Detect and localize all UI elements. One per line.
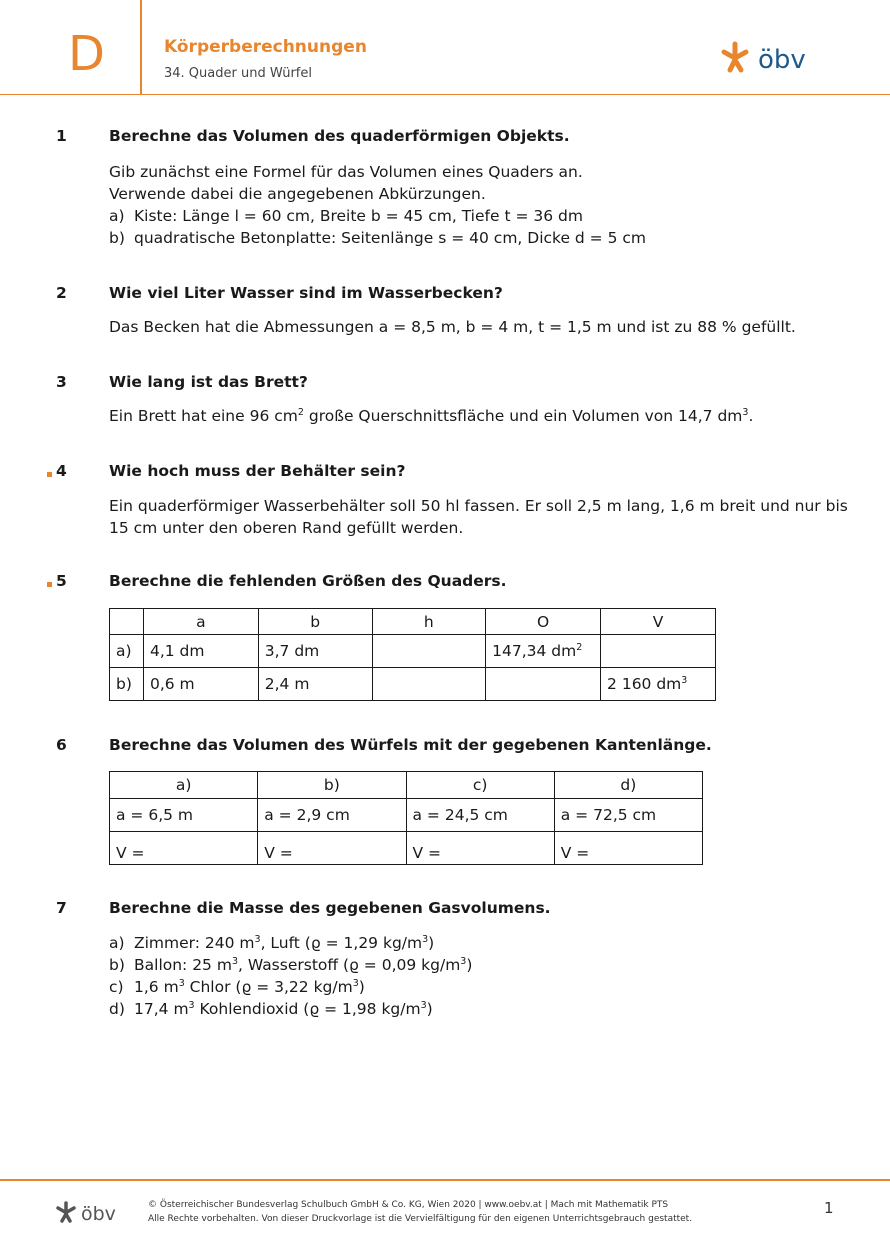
header-cell xyxy=(110,609,144,635)
list-item xyxy=(109,932,472,954)
text-part: Zimmer: 240 m xyxy=(134,934,255,952)
cell-v xyxy=(601,635,716,668)
chapter-title: Körperberechnungen xyxy=(164,37,367,57)
text-part: ) xyxy=(358,978,365,996)
text-part: 17,4 m xyxy=(134,1000,189,1018)
exponent: 3 xyxy=(231,956,238,967)
table-header-row xyxy=(110,772,703,799)
edge-cell: a = 2,9 cm xyxy=(258,799,406,832)
cell-b: 3,7 dm xyxy=(258,635,372,668)
task-number: 7 xyxy=(56,899,67,917)
item-text: Kiste: Länge l = 60 cm, Breite b = 45 cm, Tiefe t = 36 dm xyxy=(134,207,583,225)
value: 2 160 dm xyxy=(607,675,682,693)
edge-cell: a = 24,5 cm xyxy=(406,799,554,832)
task-question: Berechne das Volumen des Würfels mit der gegebenen Kantenlänge. xyxy=(109,736,712,754)
task-body xyxy=(109,316,796,338)
difficulty-marker xyxy=(47,582,52,587)
volume-cell: V = xyxy=(110,832,258,865)
cell-o xyxy=(486,668,601,701)
publisher-logo xyxy=(718,40,828,76)
cuboid-table xyxy=(109,608,716,701)
text-part: Kohlendioxid (ϱ = 1,98 kg/m xyxy=(194,1000,421,1018)
task-number: 2 xyxy=(56,284,67,302)
body-line: Das Becken hat die Abmessungen a = 8,5 m, b = 4 m, t = 1,5 m und ist zu 88 % gefüllt. xyxy=(109,318,796,336)
task-number: 3 xyxy=(56,373,67,391)
table-header-row xyxy=(110,609,716,635)
cell-v xyxy=(601,668,716,701)
asterisk-icon xyxy=(724,44,746,70)
logo-text: öbv xyxy=(81,1203,116,1224)
logo-text: öbv xyxy=(758,45,806,75)
list-item xyxy=(109,227,646,249)
copyright-line: Alle Rechte vorbehalten. Von dieser Druckvorlage ist die Vervielfältigung für den eigenen Unterrichtsgebrauch gestattet. xyxy=(148,1214,693,1224)
edge-cell: a = 6,5 m xyxy=(110,799,258,832)
exponent: 3 xyxy=(742,407,749,418)
task-question: Wie hoch muss der Behälter sein? xyxy=(109,462,406,480)
task-question: Wie viel Liter Wasser sind im Wasserbecken? xyxy=(109,284,503,302)
item-label: a) xyxy=(109,207,125,225)
header-cell: b) xyxy=(258,772,406,799)
cell-o xyxy=(486,635,601,668)
row-label: a) xyxy=(110,635,144,668)
list-item xyxy=(109,976,472,998)
task-number: 5 xyxy=(56,572,67,590)
item-label: a) xyxy=(109,934,125,952)
row-label: b) xyxy=(110,668,144,701)
page-number: 1 xyxy=(824,1199,834,1217)
cell-a: 0,6 m xyxy=(143,668,258,701)
item-label: b) xyxy=(109,956,125,974)
exponent: 3 xyxy=(352,978,359,989)
task-number: 4 xyxy=(56,462,67,480)
list-item xyxy=(109,205,646,227)
table-row xyxy=(110,635,716,668)
item-label: d) xyxy=(109,1000,125,1018)
task-question: Berechne die Masse des gegebenen Gasvolumens. xyxy=(109,899,551,917)
footer-logo xyxy=(55,1200,125,1224)
copyright-line: © Österreichischer Bundesverlag Schulbuch GmbH & Co. KG, Wien 2020 | www.oebv.at | Mach mit Mathematik PTS xyxy=(148,1200,669,1210)
text-part: Ballon: 25 m xyxy=(134,956,232,974)
exponent: 3 xyxy=(178,978,185,989)
text-part: Ein Brett hat eine 96 cm xyxy=(109,407,298,425)
list-item xyxy=(109,998,472,1020)
body-line xyxy=(109,405,753,427)
text-part: . xyxy=(748,407,754,425)
text-part: 1,6 m xyxy=(134,978,179,996)
exponent: 3 xyxy=(460,956,467,967)
cell-a: 4,1 dm xyxy=(143,635,258,668)
page-header xyxy=(0,0,890,95)
table-row xyxy=(110,832,703,865)
footer-divider xyxy=(0,1179,890,1181)
exponent: 3 xyxy=(188,1000,195,1011)
header-cell: a) xyxy=(110,772,258,799)
volume-cell: V = xyxy=(406,832,554,865)
cell-b: 2,4 m xyxy=(258,668,372,701)
header-cell: a xyxy=(143,609,258,635)
text-part: , Wasserstoff (ϱ = 0,09 kg/m xyxy=(238,956,461,974)
exponent: 3 xyxy=(254,934,261,945)
body-line: Gib zunächst eine Formel für das Volumen eines Quaders an. xyxy=(109,163,583,181)
task-question: Berechne das Volumen des quaderförmigen Objekts. xyxy=(109,127,570,145)
item-text: quadratische Betonplatte: Seitenlänge s = 40 cm, Dicke d = 5 cm xyxy=(134,229,647,247)
cell-h xyxy=(372,635,486,668)
table-row xyxy=(110,799,703,832)
header-cell: d) xyxy=(554,772,702,799)
text-part: Chlor (ϱ = 3,22 kg/m xyxy=(184,978,353,996)
copyright-notice xyxy=(148,1198,692,1226)
task-number: 6 xyxy=(56,736,67,754)
task-body xyxy=(109,932,472,1020)
item-label: b) xyxy=(109,229,125,247)
edge-cell: a = 72,5 cm xyxy=(554,799,702,832)
cube-table xyxy=(109,771,703,865)
chapter-letter: D xyxy=(68,26,105,82)
item-label: c) xyxy=(109,978,124,996)
header-cell: b xyxy=(258,609,372,635)
body-line: 15 cm unter den oberen Rand gefüllt werden. xyxy=(109,519,464,537)
text-part: ) xyxy=(466,956,473,974)
task-body xyxy=(109,161,646,249)
header-divider xyxy=(140,0,142,95)
cell-h xyxy=(372,668,486,701)
text-part: große Querschnittsfläche und ein Volumen von 14,7 dm xyxy=(303,407,743,425)
exponent: 2 xyxy=(297,407,304,418)
task-question: Wie lang ist das Brett? xyxy=(109,373,308,391)
task-number: 1 xyxy=(56,127,67,145)
header-cell: c) xyxy=(406,772,554,799)
body-line: Ein quaderförmiger Wasserbehälter soll 50 hl fassen. Er soll 2,5 m lang, 1,6 m breit und nur bis xyxy=(109,497,848,515)
volume-cell: V = xyxy=(554,832,702,865)
value: 147,34 dm xyxy=(492,642,577,660)
task-body xyxy=(109,495,848,539)
table-row xyxy=(110,668,716,701)
task-question: Berechne die fehlenden Größen des Quaders. xyxy=(109,572,507,590)
list-item xyxy=(109,954,472,976)
difficulty-marker xyxy=(47,472,52,477)
text-part: ) xyxy=(426,1000,433,1018)
section-subtitle: 34. Quader und Würfel xyxy=(164,66,312,81)
header-cell: V xyxy=(601,609,716,635)
text-part: ) xyxy=(428,934,435,952)
body-line: Verwende dabei die angegebenen Abkürzungen. xyxy=(109,185,486,203)
exponent: 2 xyxy=(576,642,583,653)
asterisk-icon xyxy=(58,1203,74,1221)
header-cell: h xyxy=(372,609,486,635)
task-body xyxy=(109,405,753,427)
text-part: , Luft (ϱ = 1,29 kg/m xyxy=(260,934,423,952)
volume-cell: V = xyxy=(258,832,406,865)
exponent: 3 xyxy=(422,934,429,945)
header-cell: O xyxy=(486,609,601,635)
exponent: 3 xyxy=(420,1000,427,1011)
exponent: 3 xyxy=(681,675,688,686)
